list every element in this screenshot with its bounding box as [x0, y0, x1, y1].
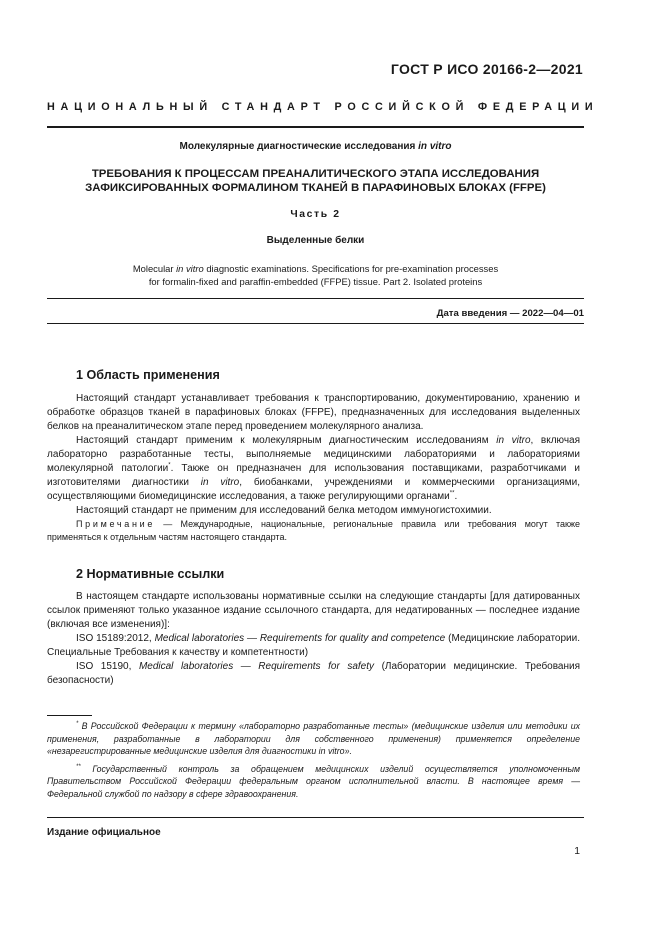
- subtitle-italic: in vitro: [418, 141, 452, 152]
- document-number: ГОСТ Р ИСО 20166-2—2021: [390, 61, 583, 77]
- english-title-line: Molecular in vitro diagnostic examinations. Specifications for pre-examination processes: [132, 263, 499, 274]
- footnote: * В Российской Федерации к термину «лабораторно разработанные тесты» (медицинские изделия или методики их применения, разработанные в лаборатории для собственного применения) применяется определение «незарегистрированные медицинские изделия для диагностики in vitro».: [47, 721, 580, 756]
- edition-label: Издание официальное: [47, 827, 161, 838]
- note-label: Примечание: [76, 519, 156, 529]
- date-divider-top: [47, 298, 584, 299]
- section-2-body: [47, 590, 580, 688]
- part-title: Выделенные белки: [266, 235, 365, 246]
- footnote-rule: [47, 715, 92, 716]
- note-text: — Международные, национальные, региональные правила или требования могут также применяться к отдельным частям настоящего стандарта.: [47, 519, 580, 542]
- main-title-line: ЗАФИКСИРОВАННЫХ ФОРМАЛИНОМ ТКАНЕЙ В ПАРАФИНОВЫХ БЛОКАХ (FFPE): [85, 182, 546, 194]
- footnote-mark: *: [168, 462, 171, 469]
- standard-subtitle: [47, 141, 584, 152]
- page-number: 1: [574, 846, 580, 857]
- effective-date: Дата введения — 2022—04—01: [436, 308, 584, 319]
- section-2-heading: 2 Нормативные ссылки: [76, 567, 225, 581]
- paragraph: Настоящий стандарт применим к молекулярным диагностическим исследованиям in vitro, включая лабораторно разработанные тесты, выполняемые медицинскими лабораториями и лабораториями молекулярной патологии*. Также он предназначен для использования поставщиками, разработчиками и изготовителями диагностики in vitro, биобанками, учреждениями и коммерческими организациями, осуществляющими биомедицинские исследования, а также регулирующими органами**.: [47, 435, 581, 502]
- section-1-body: [47, 392, 580, 518]
- paragraph: Настоящий стандарт устанавливает требования к транспортированию, документированию, хранению и обработке образцов тканей в парафиновых блоках (FFPE), предназначенных для исследования выделенных белков на преаналитическом этапе перед проведением молекулярного анализа.: [47, 393, 580, 432]
- normative-reference: ISO 15189:2012, Medical laboratories — Requirements for quality and competence (Медицинские лаборатории. Специальные Требования к качеству и компетентности): [47, 633, 580, 658]
- footnote-mark: **: [449, 490, 455, 497]
- title-divider: [47, 126, 584, 128]
- paragraph: Настоящий стандарт не применим для исследований белка методом иммуногистохимии.: [76, 505, 492, 516]
- paragraph: В настоящем стандарте использованы нормативные ссылки на следующие стандарты [для датированных ссылок применяют только указанное издание ссылочного стандарта, для недатированных — последнее издание (включая все изменения)]:: [47, 591, 580, 630]
- national-standard-title: НАЦИОНАЛЬНЫЙ СТАНДАРТ РОССИЙСКОЙ ФЕДЕРАЦИИ: [47, 101, 599, 113]
- english-title-line: for formalin-fixed and paraffin-embedded (FFPE) tissue. Part 2. Isolated proteins: [148, 276, 483, 287]
- normative-reference: ISO 15190, Medical laboratories — Requirements for safety (Лаборатории медицинские. Требования безопасности): [47, 661, 581, 686]
- footnotes: [47, 720, 580, 805]
- standard-main-title: [47, 167, 584, 195]
- date-divider-bottom: [47, 323, 584, 324]
- subtitle-text: Молекулярные диагностические исследования: [179, 141, 416, 152]
- section-1-heading: 1 Область применения: [76, 368, 220, 382]
- english-title: [47, 262, 584, 288]
- main-title-line: ТРЕБОВАНИЯ К ПРОЦЕССАМ ПРЕАНАЛИТИЧЕСКОГО ЭТАПА ИССЛЕДОВАНИЯ: [91, 168, 540, 180]
- section-1-note: [47, 518, 580, 544]
- footer-divider: [47, 817, 584, 818]
- part-label: Часть 2: [290, 209, 341, 220]
- footnote: ** Государственный контроль за обращением медицинских изделий осуществляется уполномоченным Правительством Российской Федерации федеральным органом исполнительной власти. В настоящее время — Федеральной службой по надзору в сфере здравоохранения.: [47, 763, 580, 799]
